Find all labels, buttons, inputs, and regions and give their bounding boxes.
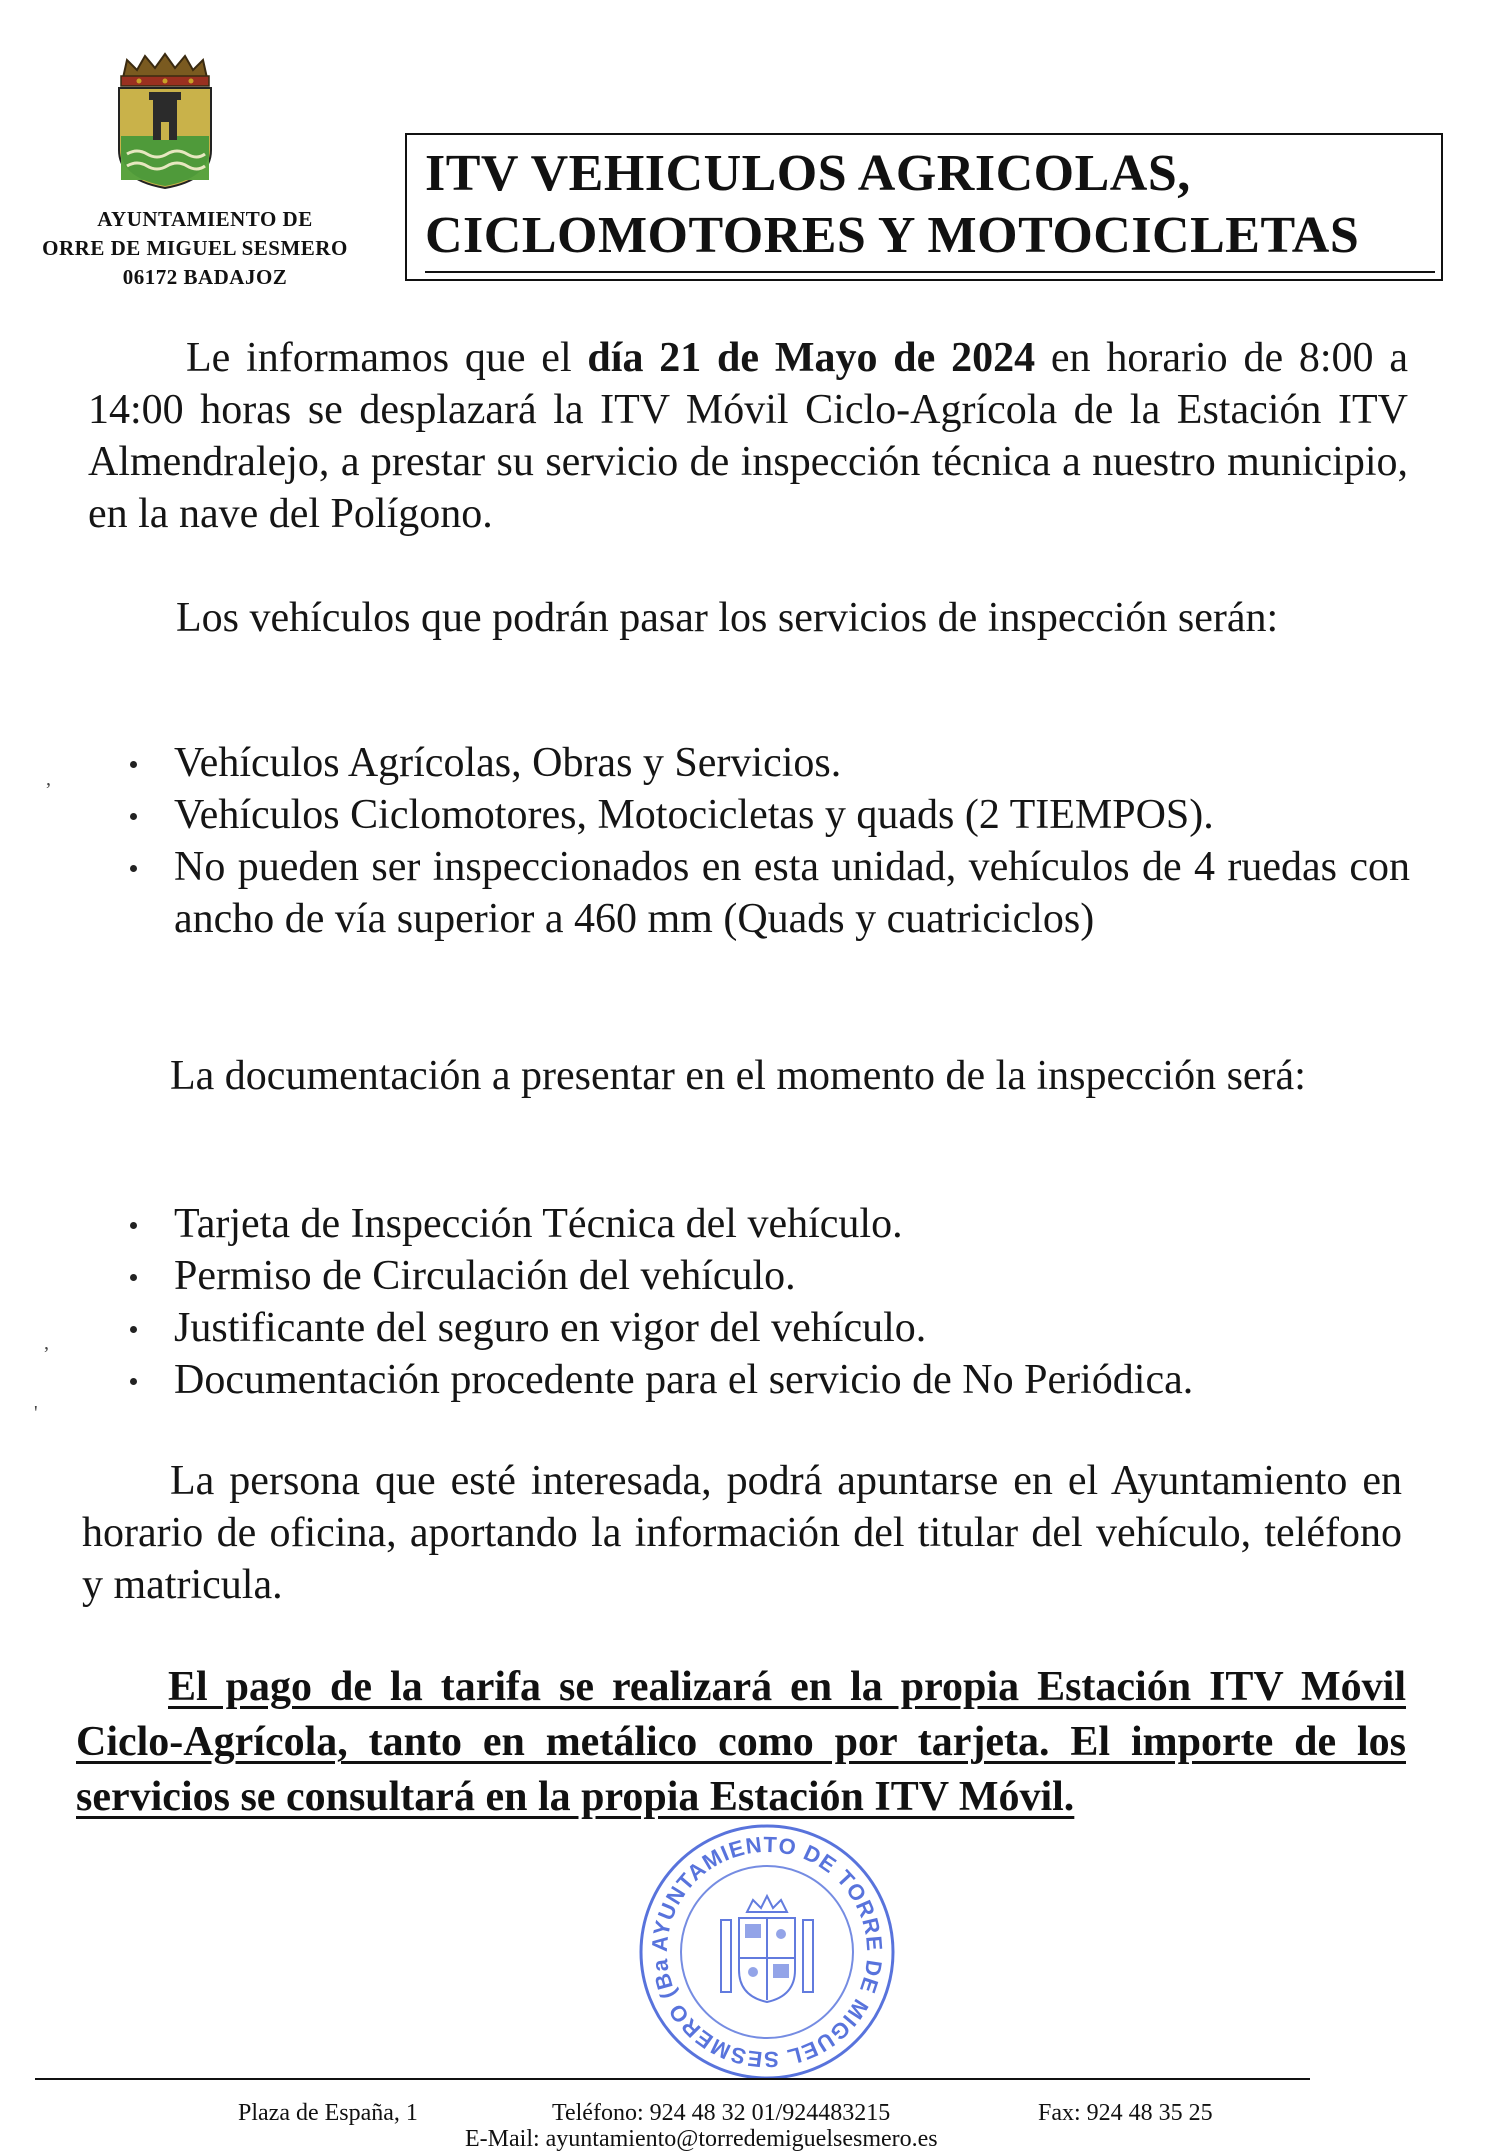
org-line-2: ORRE DE MIGUEL SESMERO: [42, 236, 348, 260]
footer-address: Plaza de España, 1: [238, 2100, 418, 2126]
svg-text:AYUNTAMIENTO DE TORRE DE MIGUE: AYUNTAMIENTO DE TORRE DE MIGUEL SESMERO (Ba: [646, 1831, 888, 2073]
registration-paragraph: La persona que esté interesada, podrá apuntarse en el Ayuntamiento en horario de oficina, aportando la información del titular del vehículo, teléfono y matricula.: [82, 1458, 1402, 1608]
scan-mark: ,: [46, 768, 51, 790]
intro-paragraph: [88, 332, 1408, 540]
title-underline: [425, 271, 1435, 273]
list-item: Vehículos Agrícolas, Obras y Servicios.: [130, 737, 1410, 789]
title-line-2: CICLOMOTORES Y MOTOCICLETAS: [425, 207, 1360, 264]
org-line-3: 06172 BADAJOZ: [122, 265, 288, 289]
title-box: [405, 133, 1443, 281]
list-item: Permiso de Circulación del vehículo.: [130, 1250, 1410, 1302]
list-item: Justificante del seguro en vigor del vehículo.: [130, 1302, 1410, 1354]
list-item: Vehículos Ciclomotores, Motocicletas y quads (2 TIEMPOS).: [130, 789, 1410, 841]
vehicles-list: [130, 737, 1410, 945]
scan-mark: ,: [44, 1332, 49, 1354]
footer-email: E-Mail: ayuntamiento@torredemiguelsesmero.es: [465, 2126, 938, 2152]
footer-phone: Teléfono: 924 48 32 01/924483215: [552, 2100, 891, 2126]
page-title: [425, 143, 1359, 267]
inspection-date: día 21 de Mayo de 2024: [587, 335, 1036, 381]
official-stamp: [635, 1820, 900, 2085]
coat-of-arms-logo: [105, 50, 225, 190]
list-item: Documentación procedente para el servicio de No Periódica.: [130, 1354, 1410, 1406]
intro-text-b: en horario de 8:00 a 14:00 horas se desplazará la ITV Móvil Ciclo-Agrícola de la Estación ITV Almendralejo, a prestar su servicio de inspección técnica a nuestro municipio, en la nave del Polígono.: [88, 335, 1408, 537]
footer-divider: [35, 2078, 1310, 2080]
footer-fax: Fax: 924 48 35 25: [1038, 2100, 1213, 2126]
list-item: Tarjeta de Inspección Técnica del vehículo.: [130, 1198, 1410, 1250]
payment-notice: El pago de la tarifa se realizará en la propia Estación ITV Móvil Ciclo-Agrícola, tanto en metálico como por tarjeta. El importe de los servicios se consultará en la propia Estación ITV Móvil.: [76, 1664, 1406, 1820]
intro-text-a: Le informamos que el: [186, 335, 588, 381]
documents-intro-paragraph: La documentación a presentar en el momento de la inspección será:: [170, 1053, 1306, 1099]
vehicles-intro-paragraph: Los vehículos que podrán pasar los servicios de inspección serán:: [176, 595, 1279, 641]
org-line-1: AYUNTAMIENTO DE: [97, 207, 313, 231]
list-item: No pueden ser inspeccionados en esta unidad, vehículos de 4 ruedas con ancho de vía superior a 460 mm (Quads y cuatriciclos): [130, 841, 1410, 945]
title-line-1: ITV VEHICULOS AGRICOLAS,: [425, 145, 1191, 202]
scan-mark: ': [34, 1402, 38, 1424]
municipality-address: [20, 205, 390, 292]
documents-list: [130, 1198, 1410, 1406]
